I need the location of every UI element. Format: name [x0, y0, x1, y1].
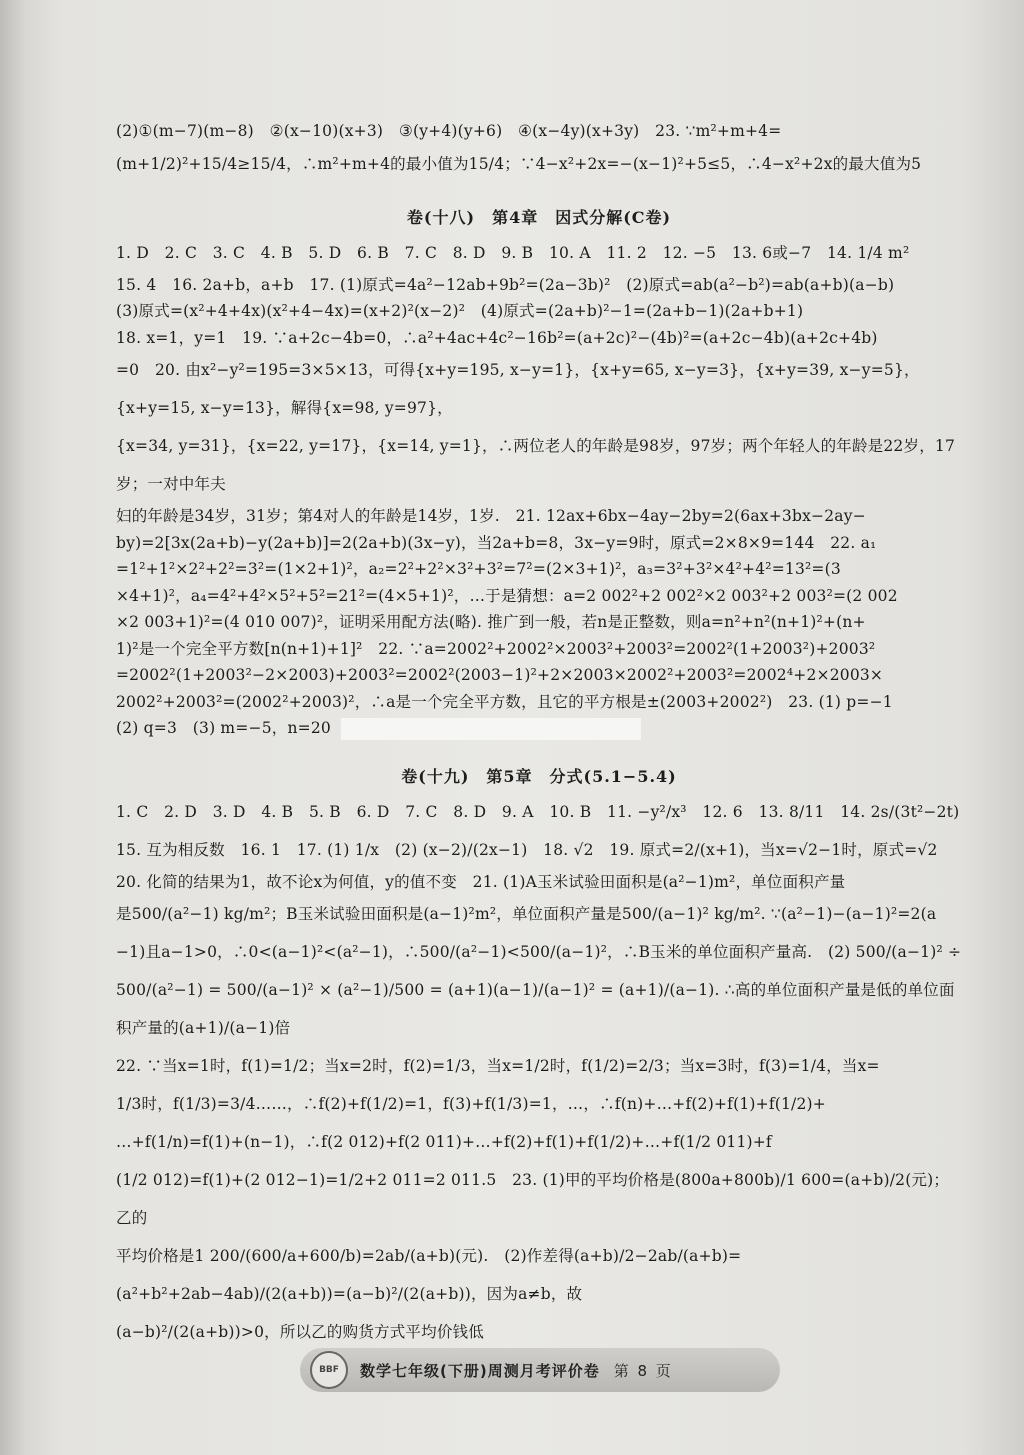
section-19-body [116, 793, 962, 1352]
section-18-line: 15. 4 16. 2a+b，a+b 17. (1)原式=4a²−12ab+9b²=(2a−3b)² (2)原式=ab(a²−b²)=ab(a+b)(a−b) [116, 275, 895, 294]
footer-banner [300, 1348, 780, 1392]
redaction-mark [341, 718, 641, 740]
section-19-line: 是500/(a²−1) kg/m²；B玉米试验田面积是(a−1)²m²，单位面积产量是500/(a−1)² kg/m². ∵(a²−1)−(a−1)²=2(a [116, 905, 937, 923]
section-19-title: 卷(十九) 第5章 分式(5.1−5.4) [401, 766, 677, 786]
section-18-line: 2002²+2003²=(2002²+2003)²，∴a是一个完全平方数，且它的平方根是±(2003+2002²) 23. (1) p=−1 [116, 692, 893, 711]
section-18-line: ×4+1)²，a₄=4²+4²×5²+5²=21²=(4×5+1)²，…于是猜想：a=2 002²+2 002²×2 003²+2 003²=(2 002 [116, 586, 898, 605]
book-title: 数学七年级(下册)周测月考评价卷 [360, 1361, 600, 1380]
section-19-line: 15. 互为相反数 16. 1 17. (1) 1/x (2) (x−2)/(2x−1) 18. √2 19. 原式=2/(x+1)，当x=√2−1时，原式=√2 [116, 840, 938, 859]
section-19-line: 22. ∵当x=1时，f(1)=1/2；当x=2时，f(2)=1/3，当x=1/2时，f(1/2)=2/3；当x=3时，f(3)=1/4，当x= [116, 1057, 880, 1075]
section-18-line: 1. D 2. C 3. C 4. B 5. D 6. B 7. C 8. D 9. B 10. A 11. 2 12. −5 13. 6或−7 14. 1/4 m² [116, 243, 910, 262]
section-19-line: 平均价格是1 200/(600/a+600/b)=2ab/(a+b)(元). (2)作差得(a+b)/2−2ab/(a+b)=(a²+b²+2ab−4ab)/(2(a+b))=(a−b)²/(2(a+b))，因为a≠b，故 [116, 1247, 742, 1303]
section-19-line: (a−b)²/(2(a+b))>0，所以乙的购货方式平均价钱低 [116, 1323, 484, 1341]
section-18-line: (2) q=3 (3) m=−5，n=20 [116, 719, 331, 737]
section-18-body [116, 234, 962, 742]
page-number: 第 8 页 [613, 1361, 673, 1380]
section-19-line: 500/(a²−1) = 500/(a−1)² × (a²−1)/500 = (a+1)(a−1)/(a−1)² = (a+1)/(a−1). ∴高的单位面积产量是低的单位面积产量的(a+1)/(a−1)倍 [116, 981, 955, 1037]
section-19-line: (1/2 012)=f(1)+(2 012−1)=1/2+2 011=2 011.5 23. (1)甲的平均价格是(800a+800b)/1 600=(a+b)/2(元)；乙的 [116, 1171, 950, 1227]
section-19-line: 1. C 2. D 3. D 4. B 5. B 6. D 7. C 8. D 9. A 10. B 11. −y²/x³ 12. 6 13. 8/11 14. 2s/(3t²−2t) [116, 802, 960, 821]
section-18-line: =2002²(1+2003²−2×2003)+2003²=2002²(2003−1)²+2×2003×2002²+2003²=2002⁴+2×2003× [116, 666, 884, 684]
section-18-line: 1)²是一个完全平方数[n(n+1)+1]² 22. ∵a=2002²+2002²×2003²+2003²=2002²(1+2003²)+2003² [116, 639, 876, 658]
section-18-line: (3)原式=(x²+4+4x)(x²+4−4x)=(x+2)²(x−2)² (4)原式=(2a+b)²−1=(2a+b−1)(2a+b+1) [116, 302, 804, 320]
section-18-line: by)=2[3x(2a+b)−y(2a+b)]=2(2a+b)(3x−y)，当2a+b=8，3x−y=9时，原式=2×8×9=144 22. a₁ [116, 533, 877, 552]
publisher-logo: BBF [310, 1351, 348, 1389]
section-19-line: 20. 化简的结果为1，故不论x为何值，y的值不变 21. (1)A玉米试验田面积是(a²−1)m²，单位面积产量 [116, 872, 846, 891]
header-line-1: (2)①(m−7)(m−8) ②(x−10)(x+3) ③(y+4)(y+6) ④(x−4y)(x+3y) 23. ∵m²+m+4= [116, 122, 782, 140]
section-18-line: {x=34, y=31}，{x=22, y=17}，{x=14, y=1}，∴两位老人的年龄是98岁，97岁；两个年轻人的年龄是22岁，17岁；一对中年夫 [116, 437, 956, 493]
section-19-line: …+f(1/n)=f(1)+(n−1)，∴f(2 012)+f(2 011)+…+f(2)+f(1)+f(1/2)+…+f(1/2 011)+f [116, 1133, 772, 1151]
answer-content [116, 118, 962, 1351]
header-line-2: (m+1/2)²+15/4≥15/4，∴m²+m+4的最小值为15/4；∵4−x²+2x=−(x−1)²+5≤5，∴4−x²+2x的最大值为5 [116, 154, 922, 173]
section-18-title: 卷(十八) 第4章 因式分解(C卷) [406, 207, 672, 227]
section-19-line: 1/3时，f(1/3)=3/4……，∴f(2)+f(1/2)=1，f(3)+f(1/3)=1，…，∴f(n)+…+f(2)+f(1)+f(1/2)+ [116, 1095, 826, 1113]
section-18-line: =1²+1²×2²+2²=3²=(1×2+1)²，a₂=2²+2²×3²+3²=7²=(2×3+1)²，a₃=3²+3²×4²+4²=13²=(3 [116, 560, 841, 578]
section-19-line: −1)且a−1>0，∴0<(a−1)²<(a²−1)，∴500/(a²−1)<500/(a−1)²，∴B玉米的单位面积产量高. (2) 500/(a−1)² ÷ [116, 943, 962, 961]
section-18-last-line [116, 715, 962, 742]
section-18-line: ×2 003+1)²=(4 010 007)²，证明采用配方法(略). 推广到一般，若n是正整数，则a=n²+n²(n+1)²+(n+ [116, 613, 866, 631]
section-18-line: 妇的年龄是34岁，31岁；第4对人的年龄是14岁，1岁. 21. 12ax+6bx−4ay−2by=2(6ax+3bx−2ay− [116, 507, 866, 525]
section-18-line: =0 20. 由x²−y²=195=3×5×13，可得{x+y=195, x−y=1}，{x+y=65, x−y=3}，{x+y=39, x−y=5}，{x+y=15, x−y=13}，解得{x=98, y=97}， [116, 361, 920, 417]
section-18-line: 18. x=1，y=1 19. ∵a+2c−4b=0，∴a²+4ac+4c²−16b²=(a+2c)²−(4b)²=(a+2c−4b)(a+2c+4b) [116, 328, 878, 347]
binding-edge [0, 0, 24, 1455]
